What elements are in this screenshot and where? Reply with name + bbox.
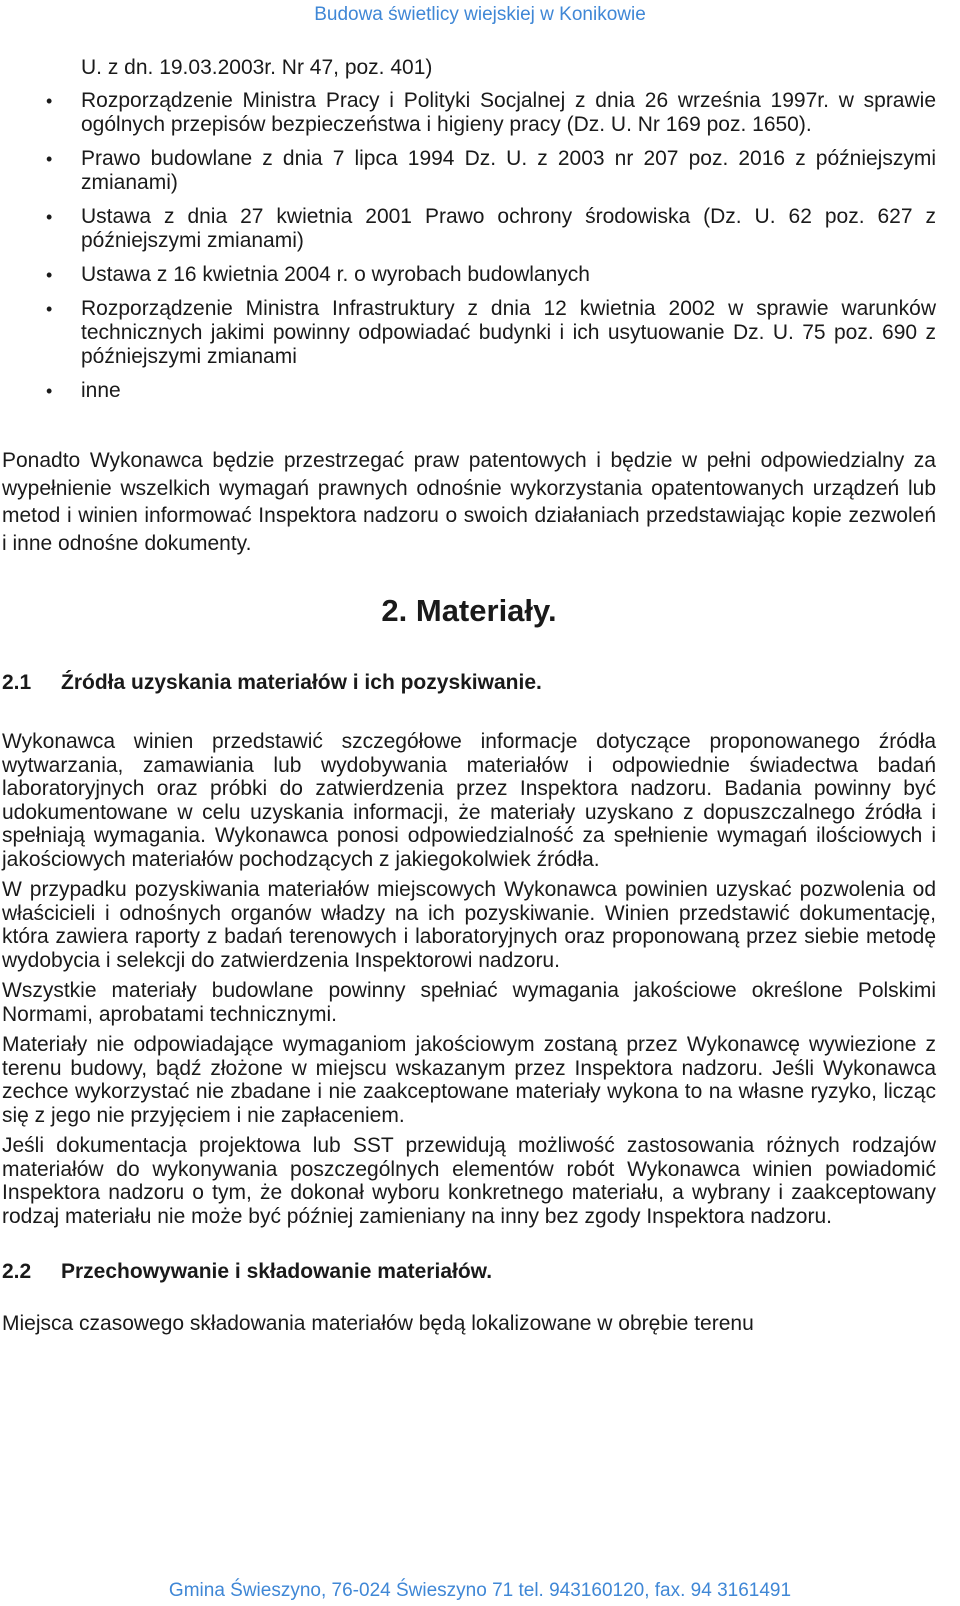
document-body <box>2 56 936 1336</box>
list-item: • inne <box>81 379 936 403</box>
regulations-list-block <box>2 56 936 403</box>
page-header: Budowa świetlicy wiejskiej w Konikowie <box>314 4 646 25</box>
list-item: • Ustawa z dnia 27 kwietnia 2001 Prawo ochrony środowiska (Dz. U. 62 poz. 627 z późniejszymi zmianami) <box>81 205 936 253</box>
list-item: • Ustawa z 16 kwietnia 2004 r. o wyrobach budowlanych <box>81 263 936 287</box>
section-2-2-heading <box>2 1260 936 1284</box>
section-number: 2.1 <box>2 671 32 694</box>
paragraph: Wykonawca winien przedstawić szczegółowe informacje dotyczące proponowanego źródła wytwarzania, zamawiania lub wydobywania materiałów i odpowiednie świadectwa badań laboratoryjnych oraz próbki do zatwierdzenia przez Inspektora nadzoru. Badania powinny być udokumentowane w celu uzyskania informacji, że materiały uzyskano z dopuszczalnego źródła i spełniają wymagania. Wykonawca ponosi odpowiedzialność za spełnienie wymagań ilościowych i jakościowych materiałów pochodzących z jakiegokolwiek źródła. <box>2 730 936 871</box>
section-2-title: 2. Materiały. <box>381 593 557 628</box>
list-continuation: U. z dn. 19.03.2003r. Nr 47, poz. 401) <box>81 56 433 79</box>
patents-paragraph: Ponadto Wykonawca będzie przestrzegać praw patentowych i będzie w pełni odpowiedzialny za wypełnienie wszelkich wymagań prawnych odnośnie wykorzystania opatentowanych urządzeń lub metod i winien informować Inspektora nadzoru o swoich działaniach przedstawiając kopie zezwoleń i inne odnośne dokumenty. <box>2 449 936 555</box>
list-item: • Prawo budowlane z dnia 7 lipca 1994 Dz. U. z 2003 nr 207 poz. 2016 z późniejszymi zmianami) <box>81 147 936 195</box>
section-number: 2.2 <box>2 1260 32 1283</box>
section-title: Źródła uzyskania materiałów i ich pozyskiwanie. <box>61 671 542 694</box>
section-title: Przechowywanie i składowanie materiałów. <box>61 1260 493 1283</box>
paragraph: Materiały nie odpowiadające wymaganiom jakościowym zostaną przez Wykonawcę wywiezione z terenu budowy, bądź złożone w miejscu wskazanym przez Inspektora nadzoru. Jeśli Wykonawca zechce wykorzystać nie zbadane i nie zaakceptowane materiały wykona to na własne ryzyko, licząc się z jego nie przyjęciem i nie zapłaceniem. <box>2 1033 936 1127</box>
page-footer: Gmina Świeszyno, 76-024 Świeszyno 71 tel. 943160120, fax. 94 3161491 <box>168 1580 792 1601</box>
paragraph: Jeśli dokumentacja projektowa lub SST przewidują możliwość zastosowania różnych rodzajów materiałów do wykonywania poszczególnych elementów robót Wykonawca winien powiadomić Inspektora nadzoru o tym, że dokonał wyboru konkretnego materiału, a wybrany i zaakceptowany rodzaj materiału nie może być później zamieniany na inny bez zgody Inspektora nadzoru. <box>2 1134 936 1228</box>
regulations-list <box>81 89 936 403</box>
paragraph: W przypadku pozyskiwania materiałów miejscowych Wykonawca powinien uzyskać pozwolenia od właścicieli i odnośnych organów władzy na ich pozyskiwanie. Winien przedstawić dokumentację, która zawiera raporty z badań terenowych i laboratoryjnych oraz proponowaną przez siebie metodę wydobycia i selekcji do zatwierdzenia Inspektorowi nadzoru. <box>2 878 936 972</box>
section-2-1-heading <box>2 671 936 695</box>
section-2-2-paragraph: Miejsca czasowego składowania materiałów będą lokalizowane w obrębie terenu <box>2 1312 754 1335</box>
list-item: • Rozporządzenie Ministra Infrastruktury z dnia 12 kwietnia 2002 w sprawie warunków technicznych jakimi powinny odpowiadać budynki i ich usytuowanie Dz. U. 75 poz. 690 z późniejszymi zmianami <box>81 297 936 369</box>
paragraph: Wszystkie materiały budowlane powinny spełniać wymagania jakościowe określone Polskimi Normami, aprobatami technicznymi. <box>2 979 936 1026</box>
section-2-1-body <box>2 730 936 1228</box>
list-item: • Rozporządzenie Ministra Pracy i Polityki Socjalnej z dnia 26 września 1997r. w sprawie ogólnych przepisów bezpieczeństwa i higieny pracy (Dz. U. Nr 169 poz. 1650). <box>81 89 936 137</box>
